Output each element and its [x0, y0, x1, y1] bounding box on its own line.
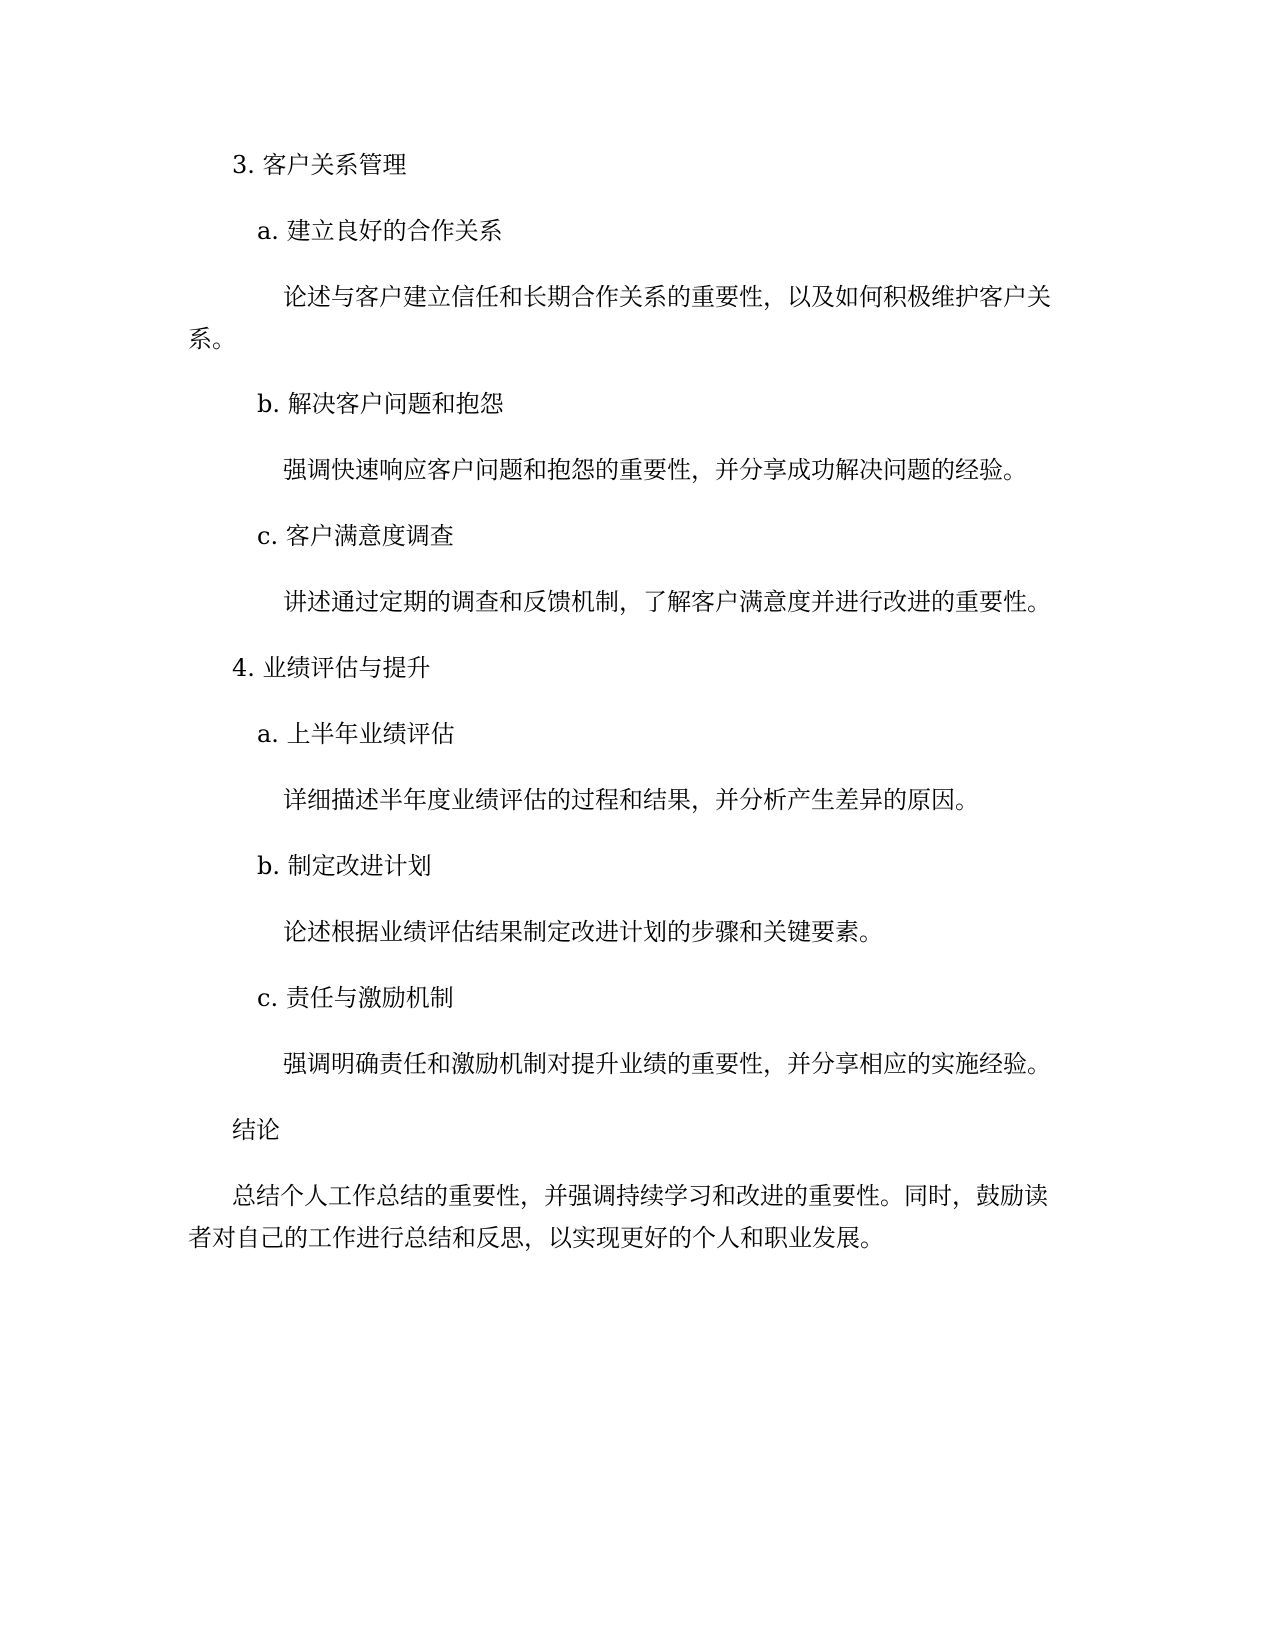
item-body: 论述与客户建立信任和长期合作关系的重要性，以及如何积极维护客户关 — [283, 283, 1051, 311]
item-title: a. 建立良好的合作关系 — [257, 217, 503, 245]
conclusion-body: 总结个人工作总结的重要性，并强调持续学习和改进的重要性。同时，鼓励读 — [232, 1182, 1048, 1210]
section-heading: 3. 客户关系管理 — [232, 151, 407, 179]
item-title: b. 制定改进计划 — [257, 852, 432, 880]
item-title: b. 解决客户问题和抱怨 — [257, 390, 504, 418]
item-body: 详细描述半年度业绩评估的过程和结果，并分析产生差异的原因。 — [283, 786, 979, 814]
item-body: 论述根据业绩评估结果制定改进计划的步骤和关键要素。 — [283, 918, 883, 946]
conclusion-heading: 结论 — [232, 1116, 280, 1144]
item-body: 强调快速响应客户问题和抱怨的重要性，并分享成功解决问题的经验。 — [283, 456, 1027, 484]
conclusion-body-continuation: 者对自己的工作进行总结和反思，以实现更好的个人和职业发展。 — [188, 1224, 884, 1252]
item-body: 讲述通过定期的调查和反馈机制，了解客户满意度并进行改进的重要性。 — [283, 588, 1051, 616]
item-title: c. 责任与激励机制 — [257, 984, 454, 1012]
item-title: a. 上半年业绩评估 — [257, 720, 455, 748]
item-title: c. 客户满意度调查 — [257, 522, 454, 550]
item-body: 强调明确责任和激励机制对提升业绩的重要性，并分享相应的实施经验。 — [283, 1050, 1051, 1078]
section-heading: 4. 业绩评估与提升 — [232, 654, 431, 682]
item-body-continuation: 系。 — [188, 325, 236, 353]
